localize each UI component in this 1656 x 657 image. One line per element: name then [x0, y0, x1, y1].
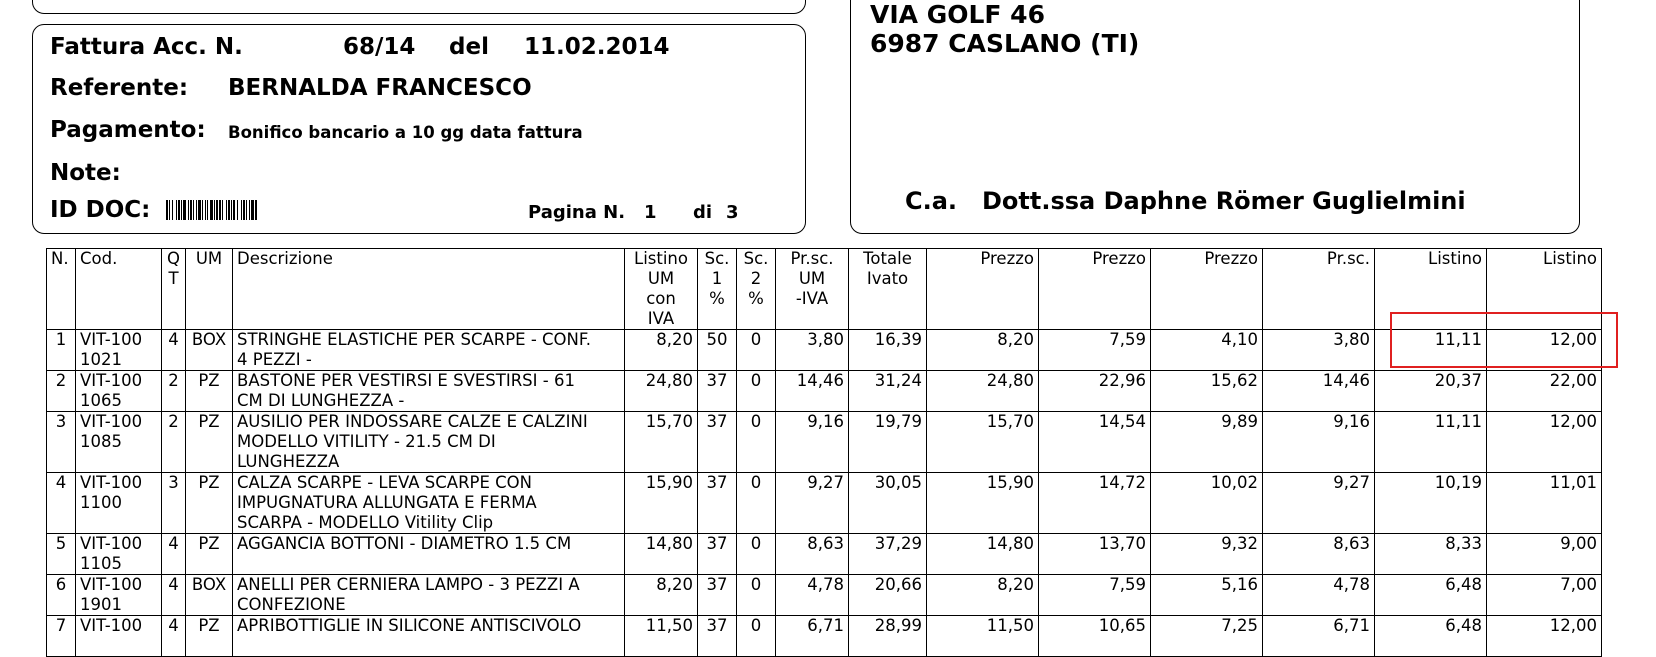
table-cell: 8,20 — [625, 575, 698, 616]
column-header: Sc. 1 % — [698, 249, 737, 330]
table-cell: 15,62 — [1151, 371, 1263, 412]
column-header: UM — [186, 249, 233, 330]
table-row — [47, 371, 1602, 412]
table-cell: 0 — [737, 534, 776, 575]
address-street: VIA GOLF 46 — [870, 0, 1045, 29]
table-cell: 9,16 — [1263, 412, 1375, 473]
table-cell: 37 — [698, 616, 737, 657]
table-cell: 37 — [698, 575, 737, 616]
invoice-label: Fattura Acc. N. — [50, 34, 243, 60]
invoice-number: 68/14 — [343, 34, 416, 60]
table-cell: 19,79 — [849, 412, 927, 473]
column-header: Pr.sc. UM -IVA — [776, 249, 849, 330]
column-header: Cod. — [76, 249, 162, 330]
table-row — [47, 616, 1602, 657]
table-cell: 14,54 — [1039, 412, 1151, 473]
table-cell: 4,78 — [776, 575, 849, 616]
table-cell: 20,66 — [849, 575, 927, 616]
table-cell: 20,37 — [1375, 371, 1487, 412]
table-cell: 37 — [698, 534, 737, 575]
table-cell: 3,80 — [776, 330, 849, 371]
table-cell: 14,80 — [625, 534, 698, 575]
table-cell: 3 — [162, 473, 186, 534]
table-cell: 8,63 — [1263, 534, 1375, 575]
table-cell: 3 — [47, 412, 76, 473]
page-total: 3 — [726, 202, 739, 223]
table-cell: 15,70 — [927, 412, 1039, 473]
ca-label: C.a. — [905, 187, 958, 215]
table-cell: APRIBOTTIGLIE IN SILICONE ANTISCIVOLO — [233, 616, 625, 657]
table-cell: 0 — [737, 330, 776, 371]
table-cell: 4 — [162, 330, 186, 371]
table-cell: 50 — [698, 330, 737, 371]
table-cell: 31,24 — [849, 371, 927, 412]
table-cell: 37 — [698, 473, 737, 534]
address-city: 6987 CASLANO (TI) — [870, 29, 1140, 58]
column-header: Listino UM con IVA — [625, 249, 698, 330]
table-cell: 1 — [47, 330, 76, 371]
table-cell: 8,20 — [927, 330, 1039, 371]
table-cell: 2 — [162, 412, 186, 473]
table-cell: 8,20 — [927, 575, 1039, 616]
column-header: Sc. 2 % — [737, 249, 776, 330]
highlight-box — [1390, 312, 1618, 368]
pagamento-label: Pagamento: — [50, 117, 206, 143]
table-cell: PZ — [186, 371, 233, 412]
table-cell: 7,00 — [1487, 575, 1602, 616]
table-cell: PZ — [186, 534, 233, 575]
column-header: Prezzo — [1151, 249, 1263, 330]
table-cell: BASTONE PER VESTIRSI E SVESTIRSI - 61 CM DI LUNGHEZZA - — [233, 371, 625, 412]
table-cell: 15,70 — [625, 412, 698, 473]
table-cell: VIT-100 — [76, 616, 162, 657]
note-label: Note: — [50, 160, 121, 186]
barcode — [166, 200, 326, 220]
pagamento-value: Bonifico bancario a 10 gg data fattura — [228, 123, 583, 142]
table-cell: 6,71 — [1263, 616, 1375, 657]
table-cell: 12,00 — [1487, 616, 1602, 657]
column-header: Listino — [1487, 249, 1602, 330]
column-header: Listino — [1375, 249, 1487, 330]
table-cell: 11,11 — [1375, 412, 1487, 473]
table-cell: 9,16 — [776, 412, 849, 473]
column-header: N. — [47, 249, 76, 330]
table-cell: VIT-100 1105 — [76, 534, 162, 575]
table-cell: 30,05 — [849, 473, 927, 534]
table-cell: 15,90 — [927, 473, 1039, 534]
table-cell: 4 — [162, 534, 186, 575]
table-row — [47, 534, 1602, 575]
table-cell: 8,63 — [776, 534, 849, 575]
table-cell: 10,19 — [1375, 473, 1487, 534]
table-cell: 16,39 — [849, 330, 927, 371]
page-number: 1 — [644, 202, 657, 223]
table-cell: 28,99 — [849, 616, 927, 657]
table-cell: 7,25 — [1151, 616, 1263, 657]
column-header: Prezzo — [927, 249, 1039, 330]
table-cell: VIT-100 1085 — [76, 412, 162, 473]
table-cell: BOX — [186, 575, 233, 616]
table-cell: PZ — [186, 616, 233, 657]
table-cell: 2 — [162, 371, 186, 412]
table-cell: 7 — [47, 616, 76, 657]
table-row — [47, 412, 1602, 473]
column-header: Descrizione — [233, 249, 625, 330]
table-cell: PZ — [186, 473, 233, 534]
date-label: del — [449, 34, 489, 60]
table-cell: 6 — [47, 575, 76, 616]
referente-label: Referente: — [50, 75, 189, 101]
table-cell: 9,00 — [1487, 534, 1602, 575]
table-cell: 3,80 — [1263, 330, 1375, 371]
table-cell: 6,71 — [776, 616, 849, 657]
table-cell: 5 — [47, 534, 76, 575]
table-cell: ANELLI PER CERNIERA LAMPO - 3 PEZZI A CONFEZIONE — [233, 575, 625, 616]
ca-name: Dott.ssa Daphne Römer Guglielmini — [982, 187, 1466, 215]
table-cell: 10,02 — [1151, 473, 1263, 534]
table-cell: 5,16 — [1151, 575, 1263, 616]
table-cell: 0 — [737, 473, 776, 534]
table-cell: 0 — [737, 371, 776, 412]
table-cell: 6,48 — [1375, 616, 1487, 657]
table-cell: 14,46 — [1263, 371, 1375, 412]
table-cell: AGGANCIA BOTTONI - DIAMETRO 1.5 CM — [233, 534, 625, 575]
referente-value: BERNALDA FRANCESCO — [228, 75, 532, 101]
table-cell: 14,46 — [776, 371, 849, 412]
table-cell: 6,48 — [1375, 575, 1487, 616]
table-header-row — [47, 249, 1602, 330]
table-cell: 9,27 — [776, 473, 849, 534]
table-cell: VIT-100 1021 — [76, 330, 162, 371]
table-cell: PZ — [186, 412, 233, 473]
column-header: Totale Ivato — [849, 249, 927, 330]
page-label: Pagina N. — [528, 202, 626, 223]
table-cell: VIT-100 1100 — [76, 473, 162, 534]
table-row — [47, 575, 1602, 616]
table-cell: STRINGHE ELASTICHE PER SCARPE - CONF. 4 PEZZI - — [233, 330, 625, 371]
table-cell: CALZA SCARPE - LEVA SCARPE CON IMPUGNATURA ALLUNGATA E FERMA SCARPA - MODELLO Vitility Clip — [233, 473, 625, 534]
table-cell: 0 — [737, 616, 776, 657]
table-cell: 0 — [737, 575, 776, 616]
table-cell: 14,80 — [927, 534, 1039, 575]
table-cell: 24,80 — [625, 371, 698, 412]
table-cell: 4 — [162, 575, 186, 616]
items-table — [46, 248, 1602, 657]
table-cell: 2 — [47, 371, 76, 412]
table-cell: 22,00 — [1487, 371, 1602, 412]
column-header: Prezzo — [1039, 249, 1151, 330]
table-cell: 4 — [162, 616, 186, 657]
id-doc-label: ID DOC: — [50, 197, 151, 223]
column-header: Q T — [162, 249, 186, 330]
table-cell: 10,65 — [1039, 616, 1151, 657]
table-cell: 4 — [47, 473, 76, 534]
column-header: Pr.sc. — [1263, 249, 1375, 330]
table-cell: AUSILIO PER INDOSSARE CALZE E CALZINI MODELLO VITILITY - 21.5 CM DI LUNGHEZZA — [233, 412, 625, 473]
table-cell: VIT-100 1065 — [76, 371, 162, 412]
table-cell: 12,00 — [1487, 412, 1602, 473]
table-cell: VIT-100 1901 — [76, 575, 162, 616]
table-row — [47, 473, 1602, 534]
top-box-fragment — [32, 0, 806, 14]
page-of-label: di — [693, 202, 713, 223]
table-cell: 14,72 — [1039, 473, 1151, 534]
table-cell: 13,70 — [1039, 534, 1151, 575]
table-cell: 37 — [698, 371, 737, 412]
table-cell: 37 — [698, 412, 737, 473]
table-cell: 37,29 — [849, 534, 927, 575]
table-cell: 7,59 — [1039, 575, 1151, 616]
table-cell: 8,33 — [1375, 534, 1487, 575]
table-cell: 9,32 — [1151, 534, 1263, 575]
table-cell: 15,90 — [625, 473, 698, 534]
table-cell: BOX — [186, 330, 233, 371]
table-cell: 11,50 — [927, 616, 1039, 657]
table-cell: 24,80 — [927, 371, 1039, 412]
table-cell: 4,10 — [1151, 330, 1263, 371]
table-cell: 8,20 — [625, 330, 698, 371]
table-cell: 22,96 — [1039, 371, 1151, 412]
table-cell: 11,01 — [1487, 473, 1602, 534]
table-cell: 11,50 — [625, 616, 698, 657]
table-cell: 12,00 — [1487, 330, 1602, 371]
table-cell: 7,59 — [1039, 330, 1151, 371]
invoice-date: 11.02.2014 — [524, 34, 670, 60]
table-cell: 11,11 — [1375, 330, 1487, 371]
table-row — [47, 330, 1602, 371]
table-cell: 9,27 — [1263, 473, 1375, 534]
table-cell: 0 — [737, 412, 776, 473]
table-cell: 9,89 — [1151, 412, 1263, 473]
table-cell: 4,78 — [1263, 575, 1375, 616]
